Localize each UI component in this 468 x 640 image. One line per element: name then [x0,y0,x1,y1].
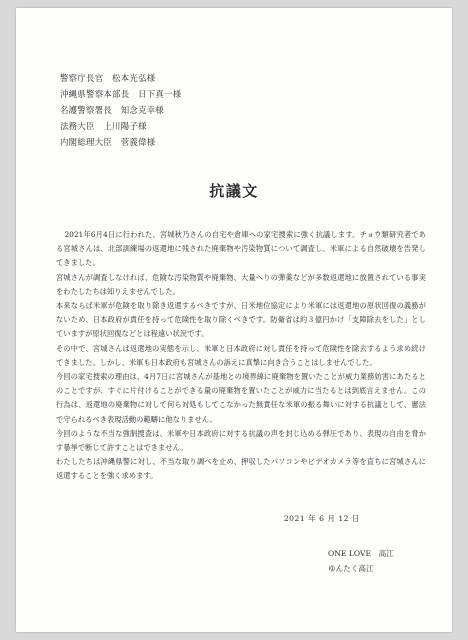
signature-line: ゆんたく高江 [328,564,374,573]
addressee-list [60,70,181,150]
paragraph: わたしたちは沖縄県警に対し、不当な取り調べを止め、押収したパソコンやビデオカメラ等を直ちに宮城さんに返還することを強く求めます。 [56,457,426,481]
signature-line: ONE LOVE 高江 [328,549,394,558]
letter-page [16,8,452,632]
paragraph: 今回のような不当な強制捜査は、米軍や日本政府に対する抗議の声を封じ込める弾圧であり、表現の自由を脅かす暴挙で断じて許すことはできません。 [56,428,426,453]
addressee: 内閣総理大臣 菅義偉様 [60,137,156,147]
paragraph: 宮城さんが調査しなければ、危険な汚染物質や廃棄物、大量へりの弾薬などが多数返還地に放置されている事実をわたしたちは知りえませんでした。 [56,272,426,296]
paragraph: 今回の家宅捜索の理由は、4月7日に宮城さんが基地との境界線に廃棄物を置いたことが威力業務妨害にあたるとのことですが、すぐに片付けることができる量の廃棄物を置いたことが威力に当たるとは到底言えません。この行為は、返還地の廃棄物に対して何ら対処もしてこなかった無責任な米軍の振る舞いに対する抗議として、憲法で守られるべき表現活動の範疇に他なりません。 [56,372,426,424]
addressee: 沖縄県警察本部長 日下真一様 [60,89,182,99]
paragraph: 2021年6月4日に行われた、宮城秋乃さんの自宅や倉庫への家宅捜索に強く抗議します。チョウ類研究者である宮城さんは、北部訓練場の返還地に残された廃棄物や汚染物質について調査し、米軍による自然破壊を告発してきました。 [56,230,426,268]
addressee: 警察庁長官 松本光弘様 [60,73,156,83]
letter-date: 2021 年 6 月 12 日 [283,514,360,523]
addressee: 名護警察署長 知念克幸様 [60,105,165,115]
letter-body [56,228,426,484]
document-title: 抗議文 [209,182,259,200]
addressee: 法務大臣 上川陽子様 [60,121,147,131]
signature-block [328,546,394,576]
paragraph: 本来ならば米軍が危険を取り除き返還するべきですが、日米地位協定により米軍には返還地の原状回復の義務がないため、日本政府が責任を持って危険性を取り除くべきです。防衛省は約３億円かけ「支障除去をした」としていますが原状回復などとは程遠い状況です。 [56,301,426,339]
paragraph: その中で、宮城さんは返還地の実態を示し、米軍と日本政府に対し責任を持って危険性を除去するよう求め続けてきました。しかし、米軍も日本政府も宮城さんの訴えに真摯に向き合うことはしませんでした。 [56,343,426,367]
